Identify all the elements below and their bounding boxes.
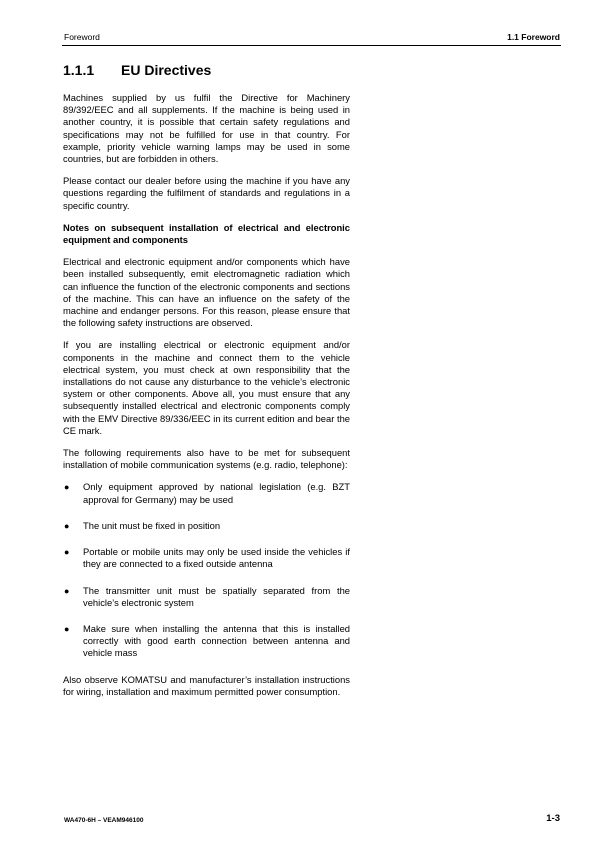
section-heading — [63, 62, 350, 78]
section-number: 1.1.1 — [63, 62, 95, 78]
list-item-text: Only equipment approved by national legislation (e.g. BZT approval for Germany) may be used — [83, 481, 350, 505]
paragraph-komatsu-instructions: Also observe KOMATSU and manufacturer’s installation instructions for wiring, installation and maximum permitted power consumption. — [63, 673, 350, 697]
list-item-text: Portable or mobile units may only be used inside the vehicles if they are connected to a fixed outside antenna — [83, 546, 350, 570]
header-section-label: 1.1 Foreword — [507, 32, 560, 42]
main-content — [63, 62, 350, 708]
list-item-text: Make sure when installing the antenna that this is installed correctly with good earth connection between antenna and vehicle mass — [83, 622, 350, 659]
list-item — [63, 546, 350, 570]
list-item-text: The unit must be fixed in position — [83, 519, 221, 531]
section-title: EU Directives — [121, 62, 212, 78]
bullet-icon: ● — [64, 585, 70, 596]
paragraph-directive: Machines supplied by us fulfil the Directive for Machinery 89/392/EEC and all supplements. If the machine is being used in another country, it is possible that certain safety regulations and specifications may not be fulfilled for use in that country. For example, priority vehicle warning lamps may be used in some countries, but are forbidden in others. — [63, 92, 350, 165]
bullet-icon: ● — [64, 482, 70, 493]
subheading-installation-notes: Notes on subsequent installation of electrical and electronic equipment and components — [63, 221, 350, 246]
list-item — [63, 585, 350, 609]
paragraph-installation-responsibility: If you are installing electrical or electronic equipment and/or components in the machine and connect them to the vehicle electrical system, you must check at own responsibility that the installations do not cause any disturbance to the vehicle’s electronic system or other components. Above all, you must ensure that any subsequently installed electrical and electronic components comply with the EMV Directive 89/336/EEC in its current edition and bear the CE mark. — [63, 339, 350, 436]
list-item — [63, 623, 350, 660]
paragraph-contact-dealer: Please contact our dealer before using the machine if you have any questions regarding the fulfilment of standards and regulations in a specific country. — [63, 175, 350, 211]
bullet-icon: ● — [64, 623, 70, 634]
bullet-icon: ● — [64, 520, 70, 531]
footer-document-id: WA470-6H – VEAM946100 — [64, 817, 144, 824]
list-item — [63, 481, 350, 505]
page-number: 1-3 — [546, 813, 560, 824]
header-divider — [62, 45, 561, 46]
bullet-icon: ● — [64, 547, 70, 558]
list-item — [63, 520, 350, 532]
paragraph-requirements-intro: The following requirements also have to be met for subsequent installation of mobile communication systems (e.g. radio, telephone): — [63, 447, 350, 471]
list-item-text: The transmitter unit must be spatially separated from the vehicle’s electronic system — [83, 584, 350, 608]
header-chapter-label: Foreword — [64, 32, 100, 42]
paragraph-electromagnetic-radiation: Electrical and electronic equipment and/or components which have been installed subsequently, emit electromagnetic radiation which can influence the function of the electronic components and sections of the machine. This can have an influence on the safety of the machine and endanger persons. For this reason, please ensure that the following safety instructions are observed. — [63, 256, 350, 329]
requirements-list — [63, 481, 350, 659]
